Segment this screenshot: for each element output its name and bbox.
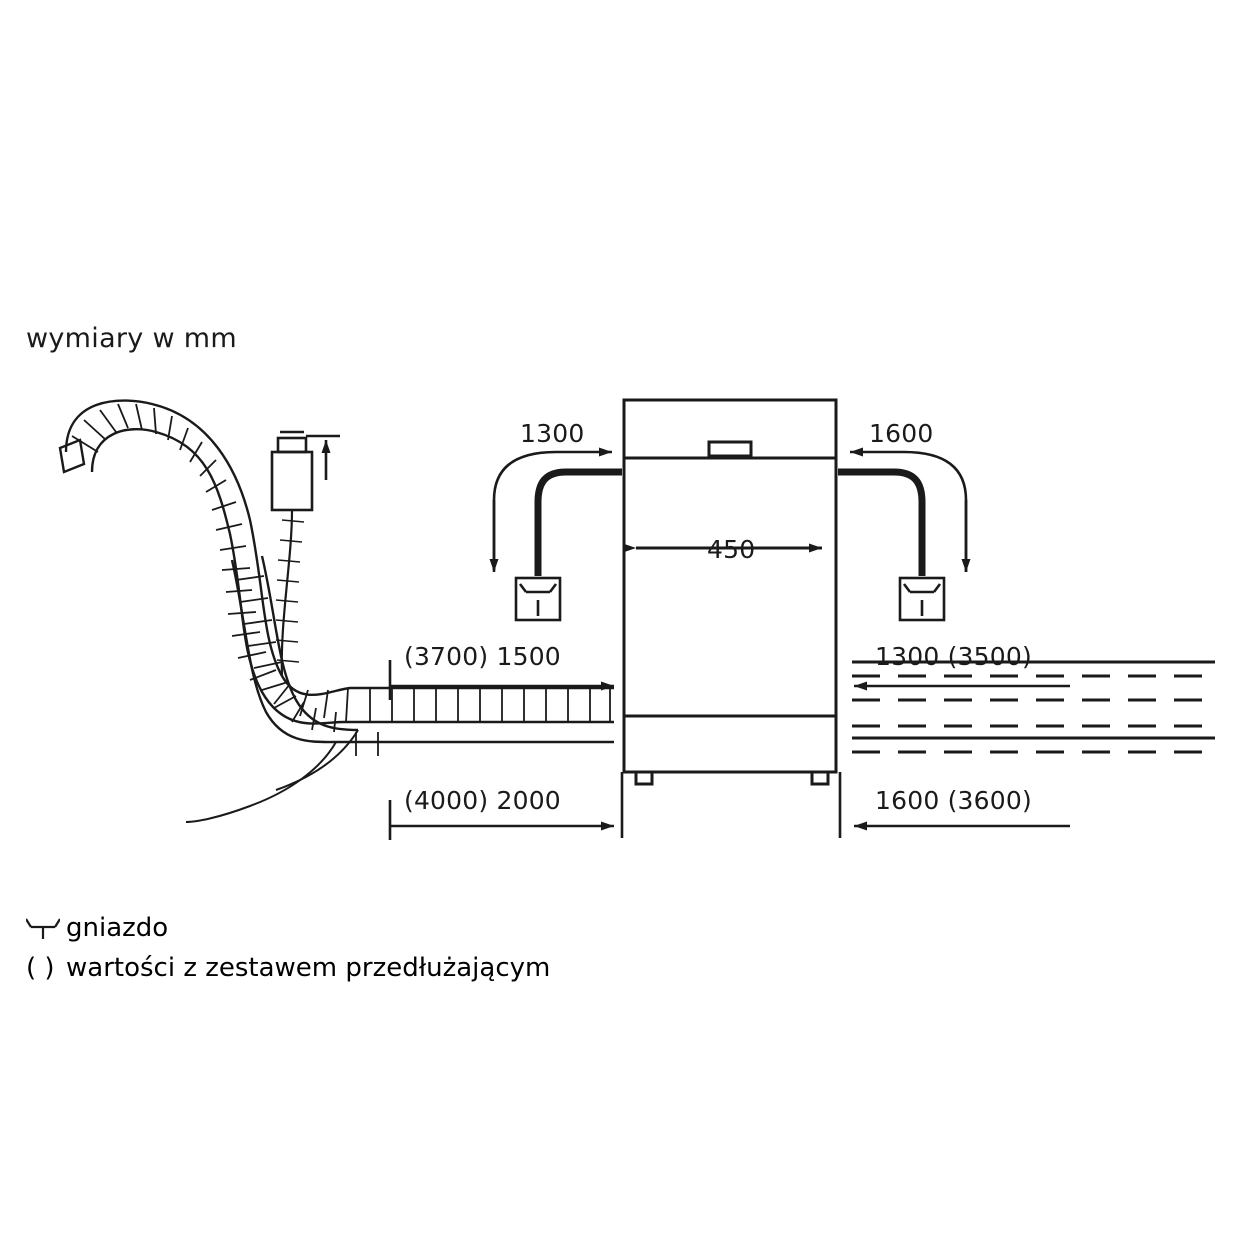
- power-cable-right: [838, 472, 922, 576]
- aquastop-valve: [272, 432, 312, 676]
- water-hose-group: [60, 401, 614, 822]
- dimension-label-top-right: 1600: [869, 419, 934, 448]
- dimension-label-bottom-left: (4000) 2000: [404, 786, 561, 815]
- dimension-label-mid-right: 1300 (3500): [875, 642, 1032, 671]
- dimension-label-width: 450: [707, 535, 756, 564]
- dimension-label-bottom-right: 1600 (3600): [875, 786, 1032, 815]
- socket-symbol-icon: [26, 914, 66, 942]
- dimension-label-mid-left: (3700) 1500: [404, 642, 561, 671]
- right-dashed-cables: [852, 676, 1215, 752]
- dimension-label-top-left: 1300: [520, 419, 585, 448]
- appliance-outline: [624, 400, 836, 784]
- socket-right: [900, 578, 944, 620]
- legend: [26, 908, 550, 988]
- power-cable-left: [538, 472, 622, 576]
- legend-row-socket: [26, 908, 550, 948]
- legend-row-parentheses: [26, 948, 550, 988]
- units-note: wymiary w mm: [26, 323, 237, 354]
- socket-left: [516, 578, 560, 620]
- legend-label-parentheses: wartości z zestawem przedłużającym: [66, 953, 551, 983]
- parentheses-symbol: ( ): [26, 953, 55, 983]
- legend-label-socket: gniazdo: [66, 913, 169, 943]
